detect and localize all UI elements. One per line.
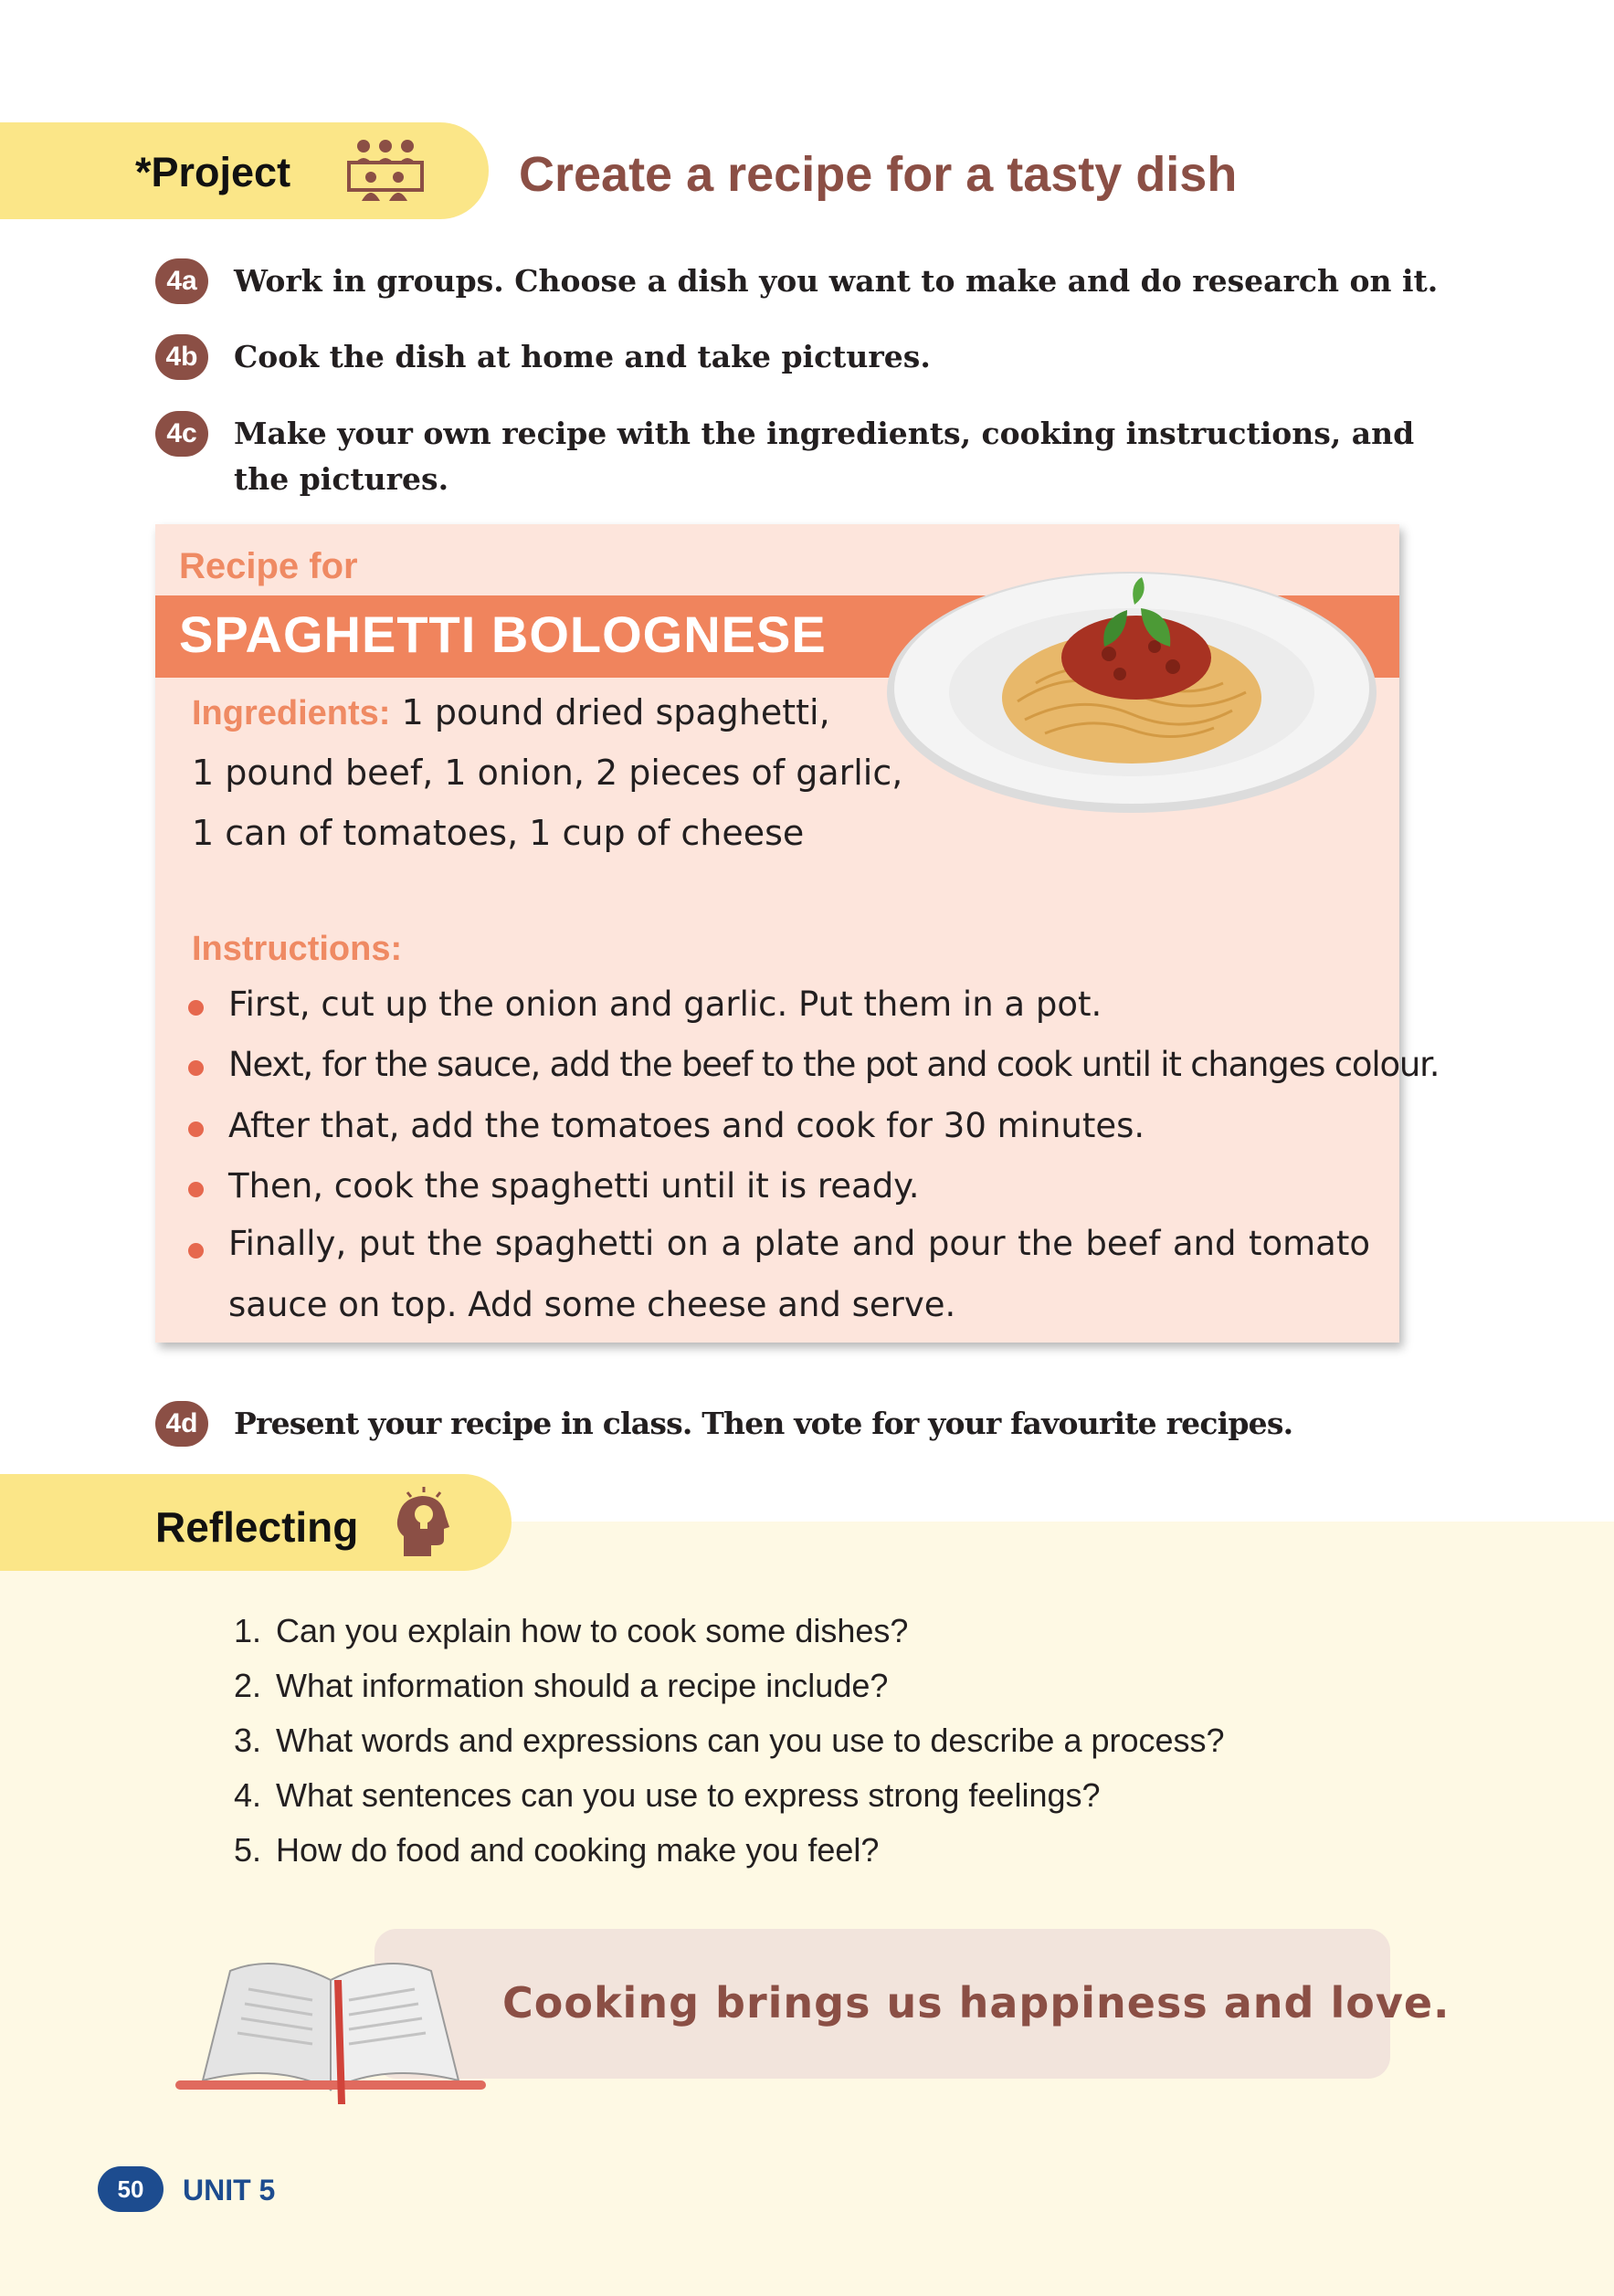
ingredients-text-1: 1 pound dried spaghetti, xyxy=(401,692,830,732)
ingredients-label: Ingredients: xyxy=(192,694,391,732)
question-number: 5. xyxy=(234,1831,262,1869)
open-book-icon xyxy=(175,1943,486,2104)
unit-label: UNIT 5 xyxy=(183,2174,276,2206)
task-text-4c: Make your own recipe with the ingredients, cooking instructions, and the pictures. xyxy=(234,416,1415,497)
instruction-step-text: Then, cook the spaghetti until it is ready. xyxy=(228,1166,920,1206)
task-badge-4b: 4b xyxy=(155,334,208,380)
reflect-question xyxy=(234,1831,879,1869)
question-number: 4. xyxy=(234,1776,262,1814)
question-number: 2. xyxy=(234,1667,262,1704)
task-text-4b: Cook the dish at home and take pictures. xyxy=(234,339,931,374)
bullet-dot xyxy=(188,1182,204,1197)
task-text-4a: Work in groups. Choose a dish you want to make and do research on it. xyxy=(234,263,1439,299)
instructions-label: Instructions: xyxy=(192,930,403,968)
reflect-question xyxy=(234,1776,1101,1815)
bullet-dot xyxy=(188,1243,204,1259)
lightbulb-head-icon xyxy=(395,1487,453,1556)
bullet-dot xyxy=(188,1122,204,1137)
group-work-icon xyxy=(343,137,427,203)
project-label: *Project xyxy=(135,149,291,195)
task-badge-4a: 4a xyxy=(155,258,208,304)
question-text: What information should a recipe include? xyxy=(276,1667,889,1704)
task-text-4d: Present your recipe in class. Then vote for your favourite recipes. xyxy=(234,1406,1293,1441)
bullet-dot xyxy=(188,1000,204,1016)
question-text: Can you explain how to cook some dishes? xyxy=(276,1612,909,1649)
question-number: 3. xyxy=(234,1722,262,1759)
page-number: 50 xyxy=(98,2166,164,2212)
quote-text: Cooking brings us happiness and love. xyxy=(502,1978,1450,2027)
question-text: What sentences can you use to express strong feelings? xyxy=(276,1776,1101,1814)
spaghetti-plate-image xyxy=(881,546,1383,820)
task-badge-4c: 4c xyxy=(155,411,208,457)
instruction-step-text: Next, for the sauce, add the beef to the pot and cook until it changes colour. xyxy=(228,1045,1440,1084)
instruction-step-text: First, cut up the onion and garlic. Put them in a pot. xyxy=(228,985,1102,1024)
task-badge-4d: 4d xyxy=(155,1401,208,1447)
reflecting-label: Reflecting xyxy=(155,1503,359,1551)
bullet-dot xyxy=(188,1060,204,1076)
recipe-for-label: Recipe for xyxy=(179,546,358,586)
reflect-question xyxy=(234,1612,908,1650)
reflect-question xyxy=(234,1722,1225,1760)
question-number: 1. xyxy=(234,1612,262,1649)
question-text: How do food and cooking make you feel? xyxy=(276,1831,880,1869)
reflect-question xyxy=(234,1667,888,1705)
ingredients-line-3: 1 can of tomatoes, 1 cup of cheese xyxy=(192,813,805,853)
recipe-title: SPAGHETTI BOLOGNESE xyxy=(179,606,827,663)
ingredients-line-2: 1 pound beef, 1 onion, 2 pieces of garlic, xyxy=(192,753,903,793)
instruction-step-text: After that, add the tomatoes and cook for 30 minutes. xyxy=(228,1106,1145,1145)
project-title: Create a recipe for a tasty dish xyxy=(519,147,1238,202)
instruction-step-text: Finally, put the spaghetti on a plate and pour the beef and tomato sauce on top. Add some cheese and serve. xyxy=(228,1224,1370,1324)
question-text: What words and expressions can you use to describe a process? xyxy=(276,1722,1225,1759)
ingredients-line-1 xyxy=(192,692,830,733)
